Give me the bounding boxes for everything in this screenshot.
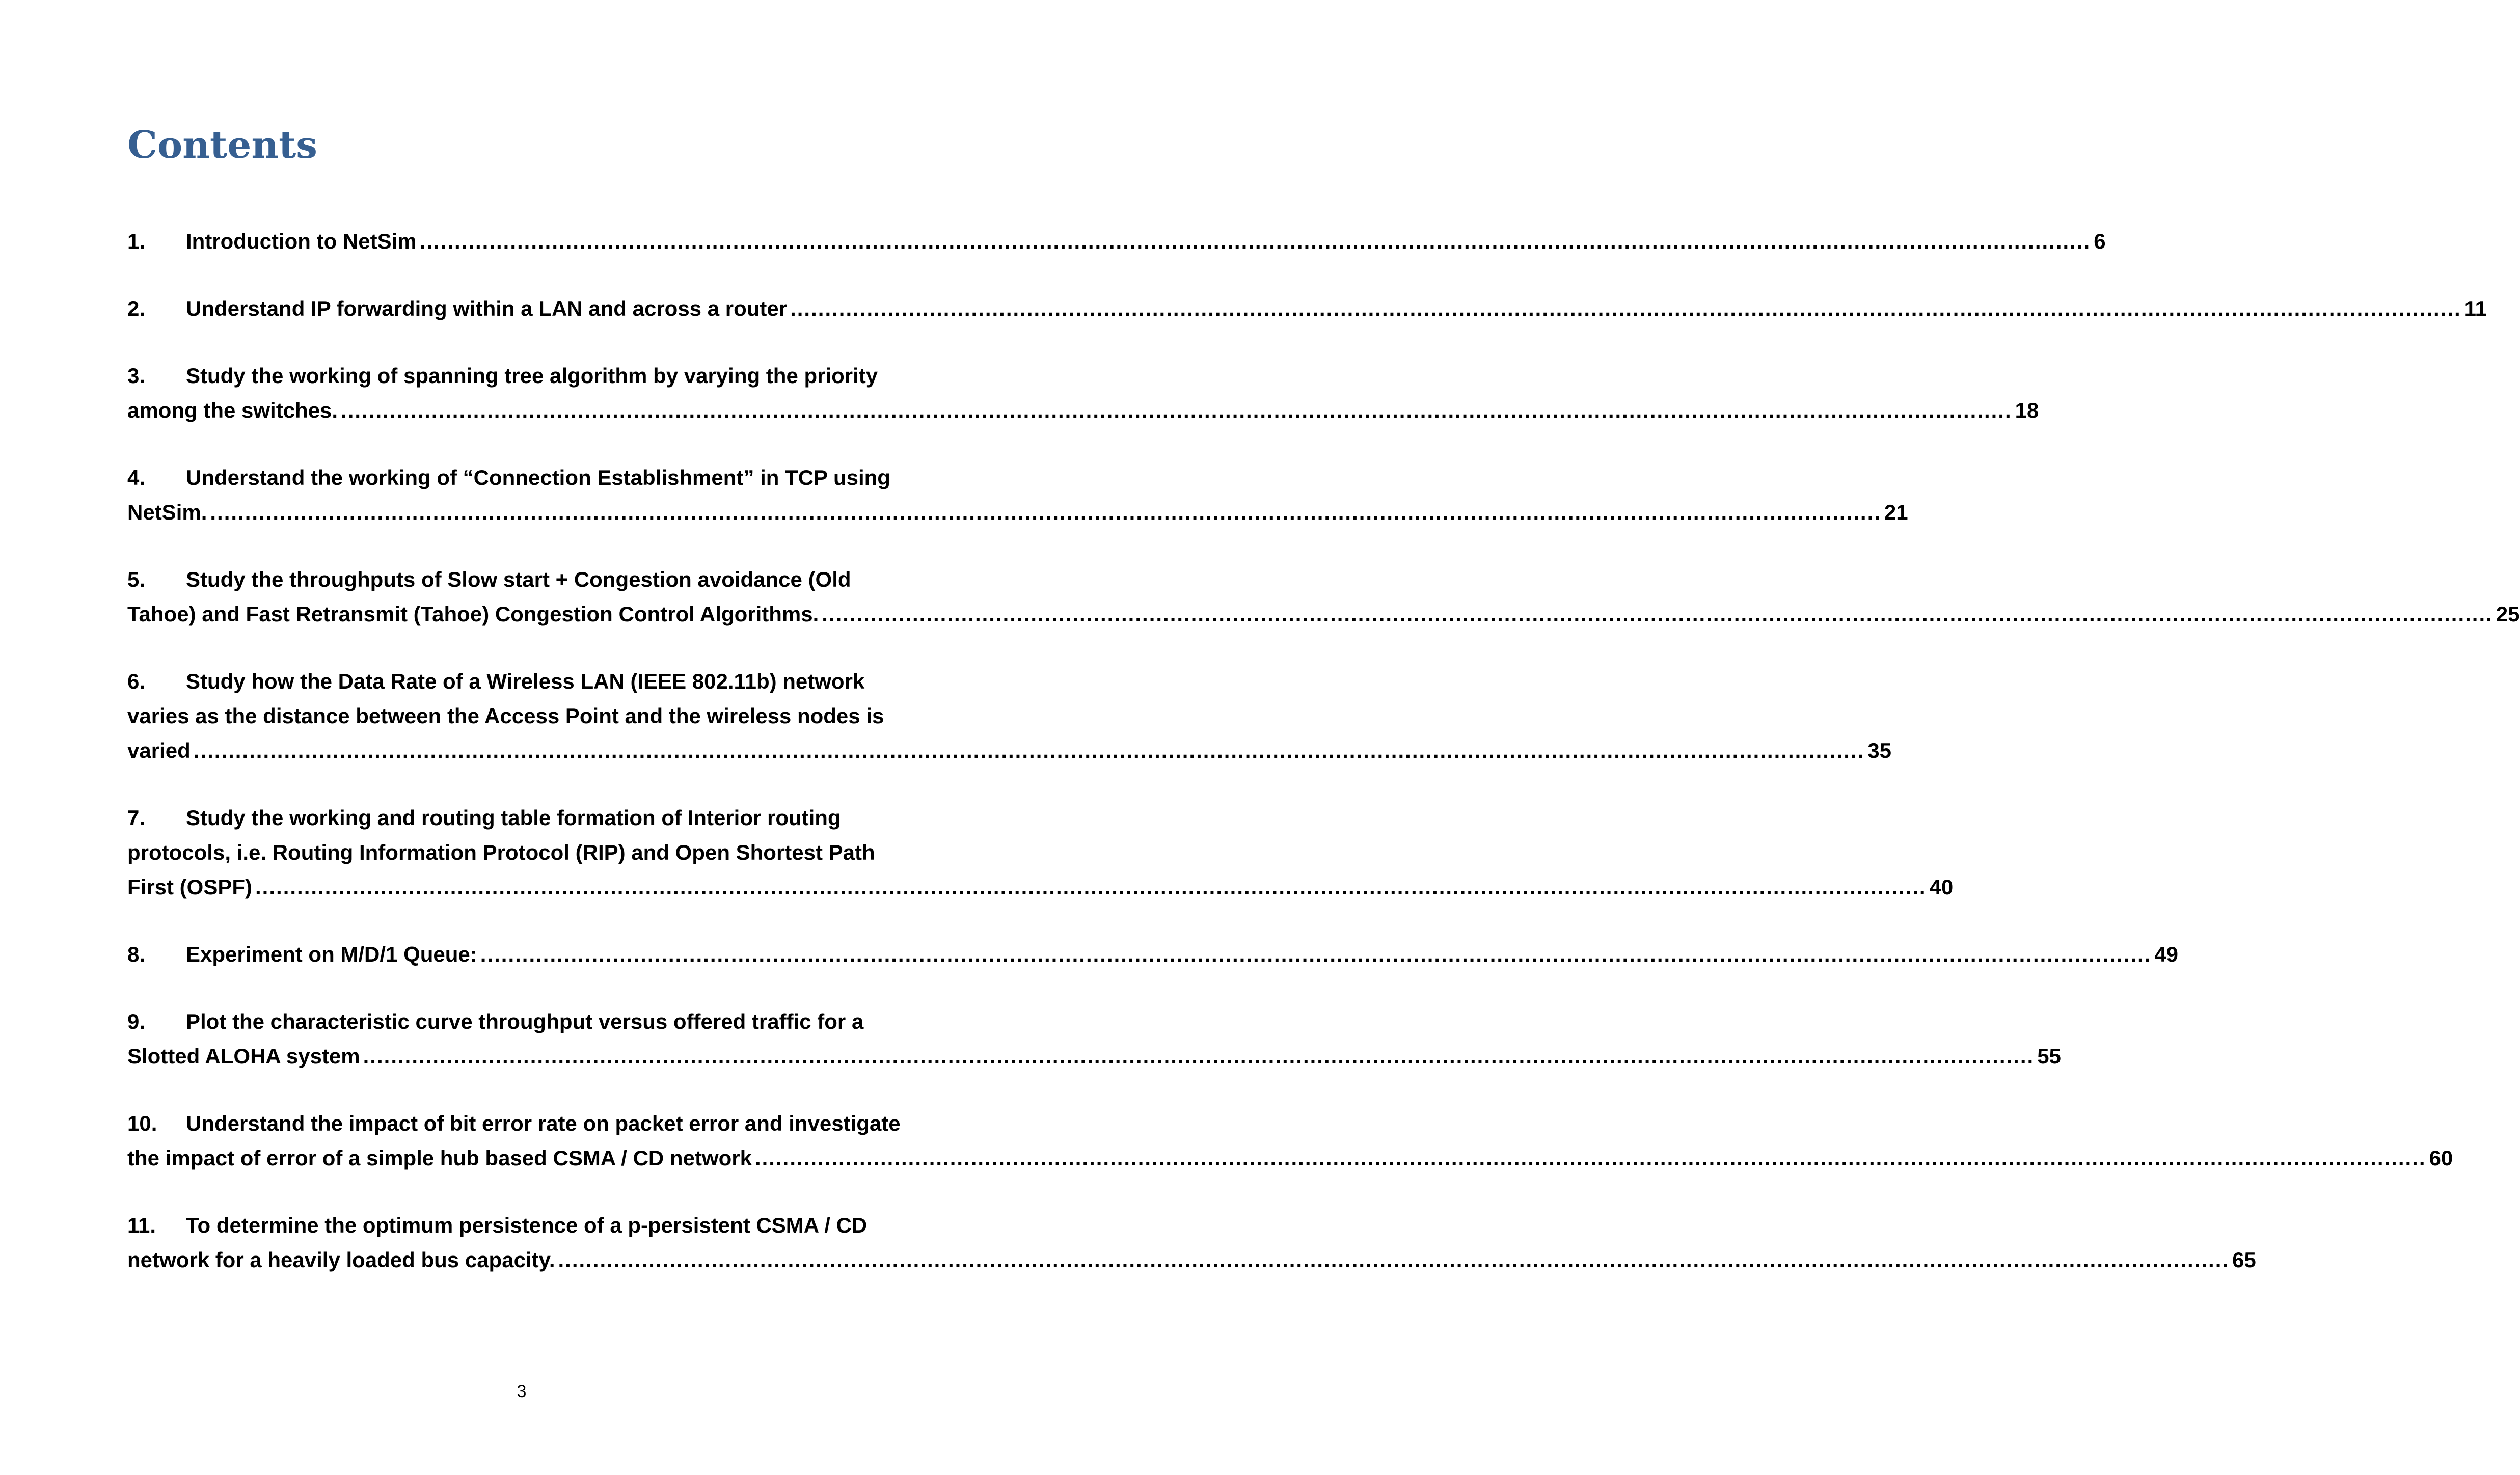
toc-entry-title: varied [127,739,191,762]
toc-dot-leader [341,393,2012,428]
toc-line [127,1106,922,1141]
toc-line [127,937,2179,972]
toc-line [127,224,2106,259]
toc-line [127,495,1908,530]
toc-entry-number: 5. [127,567,146,591]
toc-line [127,562,922,597]
table-of-contents [127,224,2520,1310]
toc-entry[interactable] [127,801,1954,905]
toc-line [127,460,922,495]
toc-line [127,393,2039,428]
toc-line [127,1208,922,1243]
toc-line [127,1141,2453,1176]
toc-entry-page: 25 [2496,602,2520,626]
toc-dot-leader [755,1141,2426,1176]
toc-entry-title: First (OSPF) [127,875,253,899]
toc-entry[interactable] [127,224,2106,259]
toc-entry-number: 8. [127,942,146,966]
toc-line [127,597,2520,632]
toc-entry-page: 6 [2094,229,2106,253]
toc-entry-title: Plot the characteristic curve throughput versus offered traffic for a [186,1009,864,1033]
toc-entry-page: 60 [2429,1146,2453,1170]
toc-entry-page: 55 [2037,1044,2061,1068]
toc-dot-leader [822,597,2493,632]
toc-line [127,870,1954,905]
toc-entry-title: Study the working of spanning tree algorithm by varying the priority [186,364,878,388]
toc-entry-title: Study the throughputs of Slow start + Congestion avoidance (Old [186,567,851,591]
toc-entry-title: protocols, i.e. Routing Information Protocol (RIP) and Open Shortest Path [127,840,875,864]
toc-dot-leader [194,733,1865,768]
toc-line [127,801,922,835]
toc-line [127,699,922,733]
toc-entry-page: 35 [1867,739,1892,762]
toc-entry-page: 65 [2232,1248,2256,1272]
toc-line [127,1243,2256,1277]
toc-entry-number: 9. [127,1009,146,1033]
toc-entry-title: the impact of error of a simple hub based CSMA / CD network [127,1146,752,1170]
toc-entry-page: 40 [1929,875,1954,899]
toc-dot-leader [255,870,1927,905]
toc-entry-title: Study the working and routing table formation of Interior routing [186,806,841,830]
toc-dot-leader [210,495,1881,530]
toc-line [127,835,922,870]
toc-entry-title: Tahoe) and Fast Retransmit (Tahoe) Congestion Control Algorithms. [127,602,819,626]
toc-entry[interactable] [127,359,2039,428]
toc-entry[interactable] [127,937,2179,972]
toc-entry-title: among the switches. [127,398,338,422]
toc-entry-page: 21 [1884,500,1908,524]
toc-entry-number: 6. [127,669,146,693]
toc-line [127,359,922,393]
toc-entry-title: Understand the impact of bit error rate on packet error and investigate [186,1111,901,1135]
toc-entry-title: Study how the Data Rate of a Wireless LAN (IEEE 802.11b) network [186,669,865,693]
toc-entry-number: 7. [127,806,146,830]
toc-entry-title: NetSim. [127,500,207,524]
toc-line [127,733,1892,768]
toc-entry-page: 18 [2015,398,2039,422]
toc-entry-title: Introduction to NetSim [186,229,417,253]
toc-entry[interactable] [127,460,1908,530]
toc-entry-title: network for a heavily loaded bus capacity. [127,1248,555,1272]
toc-dot-leader [420,224,2091,259]
toc-dot-leader [558,1243,2230,1277]
toc-entry-title: Understand IP forwarding within a LAN and across a router [186,296,788,320]
toc-entry[interactable] [127,664,1892,768]
toc-line [127,291,2487,326]
toc-entry-title: Slotted ALOHA system [127,1044,360,1068]
toc-entry-number: 10. [127,1111,157,1135]
toc-entry-title: varies as the distance between the Access Point and the wireless nodes is [127,704,884,728]
toc-entry[interactable] [127,291,2487,326]
toc-dot-leader [480,937,2152,972]
toc-entry[interactable] [127,1106,2453,1176]
page-title: Contents [127,123,317,167]
toc-line [127,664,922,699]
toc-entry[interactable] [127,1208,2256,1277]
toc-entry-title: Experiment on M/D/1 Queue: [186,942,477,966]
toc-entry-title: To determine the optimum persistence of a p-persistent CSMA / CD [186,1213,868,1237]
toc-entry[interactable] [127,562,2520,632]
toc-entry-title: Understand the working of “Connection Establishment” in TCP using [186,466,890,489]
toc-entry-page: 11 [2464,296,2487,320]
toc-entry[interactable] [127,1004,2061,1074]
toc-entry-number: 4. [127,466,146,489]
toc-entry-number: 3. [127,364,146,388]
toc-dot-leader [790,291,2461,326]
toc-entry-number: 11. [127,1213,156,1237]
toc-entry-number: 1. [127,229,146,253]
toc-line [127,1039,2061,1074]
toc-entry-number: 2. [127,296,146,320]
toc-entry-page: 49 [2154,942,2179,966]
toc-dot-leader [363,1039,2035,1074]
toc-line [127,1004,922,1039]
page-number: 3 [517,1382,527,1401]
